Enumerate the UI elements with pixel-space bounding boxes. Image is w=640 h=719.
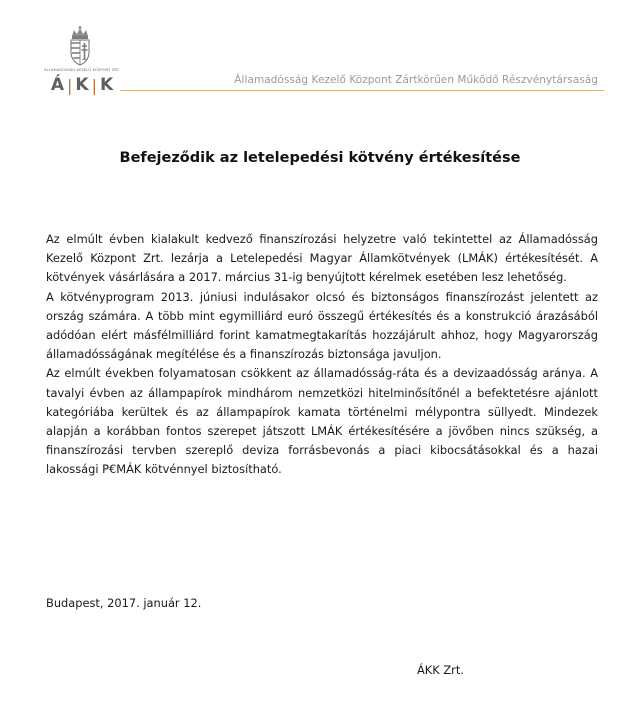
logo-subtitle: ÁLLAMADÓSSÁG KEZELŐ KÖZPONT ZRT.: [44, 68, 120, 72]
date-line: Budapest, 2017. január 12.: [46, 596, 202, 610]
signature: ÁKK Zrt.: [417, 663, 464, 677]
letterhead: [0, 0, 640, 110]
hungarian-coat-of-arms-icon: [66, 26, 94, 66]
logo-letter: K: [99, 75, 114, 95]
body-paragraph: Az elmúlt évben kialakult kedvező finanszírozási helyzetre való tekintettel az Államadósság Kezelő Központ Zrt. lezárja a Letelepedési Magyar Államkötvények (LMÁK) értékesítését. A kötvények vásárlására a 2017. március 31-ig benyújtott kérelmek esetében lesz lehetőség.: [46, 232, 598, 285]
logo-separator: |: [67, 75, 73, 95]
logo-wordmark: [44, 76, 120, 94]
logo-letter: Á: [50, 75, 64, 95]
body-paragraph: A kötvényprogram 2013. júniusi indulásakor olcsó és biztonságos finanszírozást jelentett az ország számára. A több mint egymilliárd euró összegű értékesítés és a konstrukció árazásából adódóan elért másfélmilliárd forint kamatmegtakarítás hozzájárult ahhoz, hogy Magyarország államadósságának megítélése és a finanszírozás biztonsága javuljon.: [46, 289, 598, 362]
logo-separator: |: [91, 75, 97, 95]
logo-letter: K: [75, 75, 89, 95]
document-title: Befejeződik az letelepedési kötvény értékesítése: [119, 150, 521, 166]
document-body: [46, 230, 598, 480]
company-name: Államadósság Kezelő Központ Zártkörűen Működő Részvénytársaság: [234, 74, 598, 86]
header-divider: [120, 90, 604, 91]
body-paragraph: Az elmúlt években folyamatosan csökkent az államadósság-ráta és a devizaadósság aránya. A tavalyi évben az állampapírok mindhárom nemzetközi hitelminősítőnél a befektetésre ajánlott kategóriába kerültek és az állampapírok kamata történelmi mélypontra süllyedt. Mindezek alapján a korábban fontos szerepet játszott LMÁK értékesítésére a jövőben nincs szükség, a finanszírozási tervben szereplő deviza forrásbevonás a piaci kibocsátásokkal és a hazai lakossági P€MÁK kötvénnyel biztosítható.: [46, 366, 598, 477]
